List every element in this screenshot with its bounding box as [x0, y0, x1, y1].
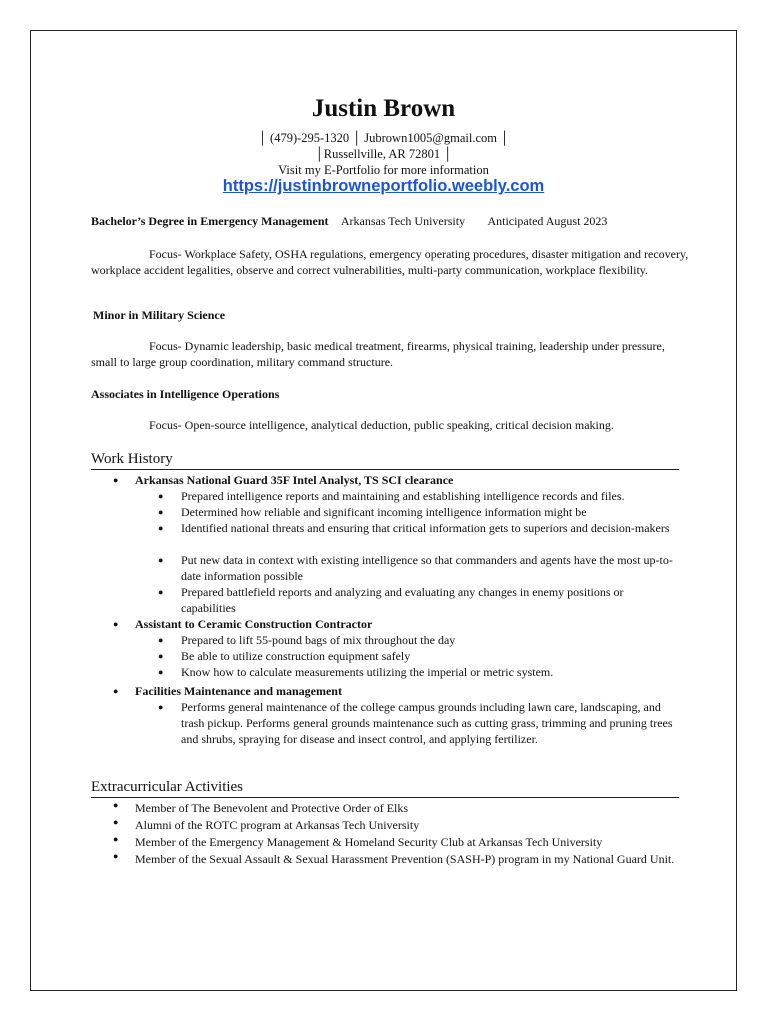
associates-focus: Focus- Open-source intelligence, analytical deduction, public speaking, critical decision making.	[149, 418, 614, 432]
associates-title: Associates in Intelligence Operations	[91, 387, 280, 401]
bullet-icon: ●	[113, 475, 119, 485]
candidate-name: Justin Brown	[311, 95, 456, 122]
work-history-heading: Work History	[91, 451, 679, 470]
bullet-icon: ●	[113, 834, 119, 844]
bullet-icon: ●	[158, 587, 164, 597]
resume-page: Justin Brown │ (479)-295-1320 │ Jubrown1005@gmail.com │ │Russellville, AR 72801 │ Visit my E-Portfolio for more information https://justinbrowneportfolio.weebly.com Bachelor’s Degree in Emergency Management Arkansas Tech University Anticipated August 2023 Focus- Workplace Safety, OSHA regulations, emergency operating procedures, disaster mitigation and recovery, workplace accident legalities, observe and correct vulnerabilities, multi-party communication, workplace flexibility. Minor in Military Science Focus- Dynamic leadership, basic medical treatment, firearms, physical training, leadership under pressure, small to large group coordination, military command structure. Associates in Intelligence Operations Focus- Open-source intelligence, analytical deduction, public speaking, critical decision making. Work History ● Arkansas National Guard 35F Intel Analyst, TS SCI clearance ● Prepared intelligence reports and maintaining and establishing intelligence records and files. ● Determined how reliable and significant incoming intelligence information might be ● Identified national threats and ensuring that critical information gets to superiors and decision-makers ● Put new data in context with existing intelligence so that commanders and agents have the most up-to-date information possible ● Prepared battlefield reports and analyzing and evaluating any changes in enemy positions or capabilities ● Assistant to Ceramic Construction Contractor ● Prepared to lift 55-pound bags of mix throughout the day ● Be able to utilize construction equipment safely ● Know how to calculate measurements utilizing the imperial or metric system. ● Facilities Maintenance and management ● Performs general maintenance of the college campus grounds including lawn care, landscaping, and trash pickup. Performs general grounds maintenance such as cutting grass, trimming and pruning trees and shrubs, spraying for disease and insect control, and applying fertilizer. Extracurricular Activities ● Member of The Benevolent and Protective Order of Elks ● Alumni of the ROTC program at Arkansas Tech University ● Member of the Emergency Management & Homeland Security Club at Arkansas Tech University ● Member of the Sexual Assault & Sexual Harassment Prevention (SASH-P) program in my National Guard Unit.	[30, 30, 737, 991]
bullet-icon: ●	[113, 851, 119, 861]
bullet-icon: ●	[158, 635, 164, 645]
portfolio-link[interactable]: https://justinbrowneportfolio.weebly.com	[222, 177, 545, 195]
contact-phone-email: │ (479)-295-1320 │ Jubrown1005@gmail.com │	[258, 131, 509, 145]
bullet-icon: ●	[158, 702, 164, 712]
bullet-icon: ●	[113, 619, 119, 629]
bullet-icon: ●	[113, 817, 119, 827]
minor-title: Minor in Military Science	[93, 308, 226, 322]
bullet-icon: ●	[158, 651, 164, 661]
degree-school: Arkansas Tech University	[340, 214, 466, 228]
job-title: Facilities Maintenance and management	[135, 684, 342, 698]
bullet-icon: ●	[158, 491, 164, 501]
bullet-icon: ●	[158, 667, 164, 677]
bullet-icon: ●	[158, 507, 164, 517]
contact-location: │Russellville, AR 72801 │	[314, 147, 453, 161]
degree-date: Anticipated August 2023	[487, 214, 608, 228]
job-title: Assistant to Ceramic Construction Contractor	[135, 617, 373, 631]
bullet-icon: ●	[158, 523, 164, 533]
portfolio-prompt: Visit my E-Portfolio for more information	[278, 163, 489, 177]
degree-focus: Focus- Workplace Safety, OSHA regulations, emergency operating procedures, disaster mitigation and recovery, workplace accident legalities, observe and correct vulnerabilities, multi-party communication, workplace flexibility.	[91, 247, 689, 277]
job-title: Arkansas National Guard 35F Intel Analyst, TS SCI clearance	[135, 473, 454, 487]
degree-title: Bachelor’s Degree in Emergency Management	[91, 214, 329, 228]
bullet-icon: ●	[158, 555, 164, 565]
minor-focus: Focus- Dynamic leadership, basic medical treatment, firearms, physical training, leadership under pressure, small to large group coordination, military command structure.	[91, 339, 665, 369]
bullet-icon: ●	[113, 800, 119, 810]
extracurricular-heading: Extracurricular Activities	[91, 779, 679, 798]
bullet-icon: ●	[113, 686, 119, 696]
degree-line	[91, 214, 607, 229]
